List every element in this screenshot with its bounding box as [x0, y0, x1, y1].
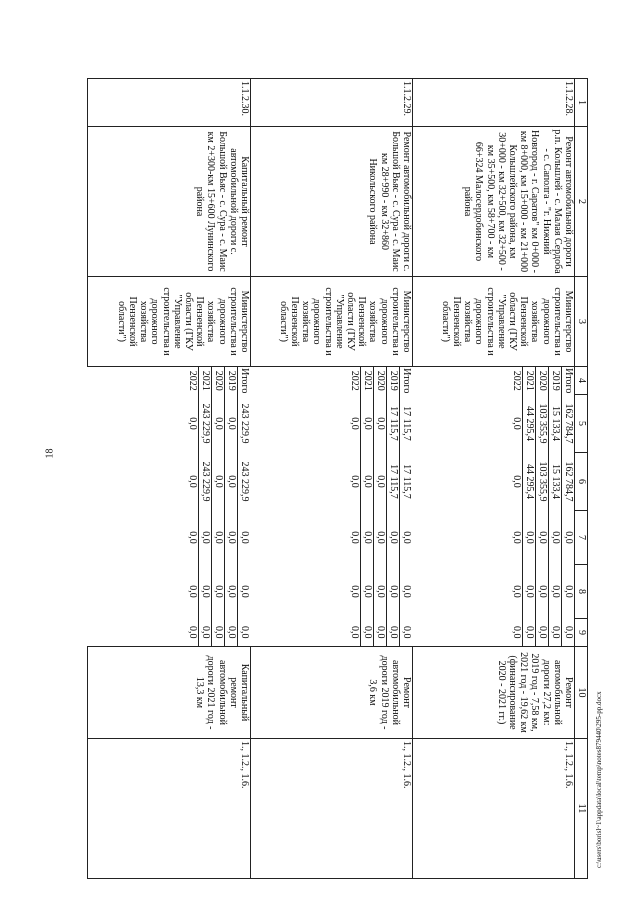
measure-name: Ремонт автомобильной дороги с. Большой Вьяс - с. Сура - с. Маис км 28+990 - км 32+860 Никольского района [251, 127, 413, 277]
amount-cell: 0,0 [212, 395, 225, 453]
year-cell: 2020 [374, 367, 387, 395]
amount-cell: 103 355,9 [536, 395, 549, 453]
year-cell: 2022 [187, 370, 199, 391]
item-number: 1.1.2.30. [88, 79, 251, 127]
col-header: 8 [575, 565, 588, 619]
amount-cell: 17 115,7 [400, 453, 413, 511]
amount-column-c6 [251, 453, 413, 511]
amount-cell: 0,0 [361, 565, 374, 619]
col-header: 2 [575, 127, 588, 277]
amount-cell: 0,0 [225, 395, 238, 453]
amount-cell: 162 784,7 [562, 395, 575, 453]
amount-cell: 0,0 [374, 565, 387, 619]
amount-column-c7 [251, 511, 413, 565]
amount-cell: 0,0 [511, 585, 522, 598]
amount-cell: 0,0 [349, 531, 361, 544]
year-cell: 2022 [511, 370, 522, 391]
amount-cell: 0,0 [523, 565, 536, 619]
amount-cell: 0,0 [523, 511, 536, 565]
year-cell: 2022 [349, 370, 361, 391]
amount-cell: 0,0 [511, 475, 522, 488]
amount-cell: 0,0 [238, 565, 251, 619]
amount-cell: 0,0 [187, 475, 199, 488]
amount-cell: 0,0 [511, 626, 522, 639]
file-path-footer: c:\users\borisl~1\appdata\local\temp\notes879440\295-pp.docx [595, 691, 603, 868]
amount-column-c8 [251, 565, 413, 619]
table-row [88, 79, 251, 879]
year-cell: 2021 [361, 367, 374, 395]
year-column [88, 367, 251, 395]
target-indicator-ref: 1., 1.2., 1.6. [88, 739, 251, 879]
measure-name: Капитальный ремонт автомобильной дороги с. Большой Вьяс - с. Сура - с. Маис км 2+300-км 15+600 Лунинского района [88, 127, 251, 277]
amount-cell: 0,0 [225, 511, 238, 565]
amount-cell: 0,0 [361, 395, 374, 453]
amount-cell: 0,0 [187, 626, 199, 639]
target-indicator-ref: 1., 1.2., 1.6. [251, 739, 413, 879]
amount-cell: 44 295,4 [523, 453, 536, 511]
amount-cell: 0,0 [387, 565, 400, 619]
amount-cell: 0,0 [361, 453, 374, 511]
amount-cell: 243 229,9 [238, 453, 251, 511]
amount-cell: 0,0 [387, 511, 400, 565]
amount-cell: 0,0 [400, 511, 413, 565]
amount-column-c7 [88, 511, 251, 565]
year-cell: 2019 [225, 367, 238, 395]
amount-cell: 0,0 [536, 511, 549, 565]
amount-cell: 0,0 [562, 565, 575, 619]
amount-cell: 0,0 [400, 619, 413, 647]
item-number: 1.1.2.29. [251, 79, 413, 127]
year-cell: Итого [401, 368, 413, 394]
table-row [251, 79, 413, 879]
amount-column-c6 [88, 453, 251, 511]
year-column [413, 367, 575, 395]
amount-cell: 0,0 [225, 453, 238, 511]
amount-cell: 0,0 [212, 619, 225, 647]
year-column [251, 367, 413, 395]
item-number: 1.1.2.28. [413, 79, 575, 127]
expected-result: Ремонт автомобильной дороги 2019 год - 3,6 км [251, 647, 413, 739]
amount-cell: 0,0 [199, 619, 212, 647]
col-header: 6 [575, 453, 588, 511]
amount-cell: 0,0 [562, 511, 575, 565]
amount-cell: 0,0 [187, 417, 199, 430]
amount-cell: 103 355,9 [536, 453, 549, 511]
amount-cell: 0,0 [400, 565, 413, 619]
amount-cell: 0,0 [374, 453, 387, 511]
expected-result: Капитальный ремонт автомобильной дороги 2021 год - 13,3 км [88, 647, 251, 739]
page-number: 18 [44, 448, 56, 459]
amount-cell: 0,0 [349, 626, 361, 639]
amount-cell: 243 229,9 [199, 395, 212, 453]
col-header: 11 [575, 739, 588, 879]
amount-column-c7 [413, 511, 575, 565]
amount-cell: 0,0 [523, 619, 536, 647]
amount-cell: 0,0 [238, 619, 251, 647]
amount-cell: 0,0 [238, 511, 251, 565]
amount-column-c5 [251, 395, 413, 453]
amount-cell: 162 784,7 [562, 453, 575, 511]
amount-cell: 0,0 [349, 417, 361, 430]
year-cell: Итого [563, 368, 574, 394]
amount-cell: 0,0 [536, 565, 549, 619]
amount-cell: 0,0 [349, 475, 361, 488]
amount-cell: 0,0 [199, 565, 212, 619]
amount-cell: 0,0 [199, 511, 212, 565]
year-cell: 2020 [536, 367, 549, 395]
col-header: 10 [575, 647, 588, 739]
table-row [413, 79, 575, 879]
amount-cell: 0,0 [562, 619, 575, 647]
amount-cell: 15 133,4 [549, 453, 562, 511]
amount-cell: 0,0 [361, 619, 374, 647]
amount-column-c8 [88, 565, 251, 619]
amount-column-c9 [413, 619, 575, 647]
amount-cell: 243 229,9 [238, 395, 251, 453]
amount-cell: 243 229,9 [199, 453, 212, 511]
amount-column-c5 [88, 395, 251, 453]
amount-cell: 17 115,7 [387, 453, 400, 511]
year-cell: 2019 [387, 367, 400, 395]
amount-cell: 0,0 [511, 417, 522, 430]
year-cell: Итого [239, 368, 251, 394]
expected-result: Ремонт автомобильной дороги 27,2 км: 2019 год - 7,58 км, 2021 год - 19,62 км (финансирование 2020 - 2021 гг.) [413, 647, 575, 739]
amount-cell: 0,0 [361, 511, 374, 565]
year-cell: 2020 [212, 367, 225, 395]
amount-cell: 0,0 [536, 619, 549, 647]
year-cell: 2019 [549, 367, 562, 395]
amount-column-c5 [413, 395, 575, 453]
amount-cell: 0,0 [187, 531, 199, 544]
amount-cell: 0,0 [187, 585, 199, 598]
amount-cell: 0,0 [374, 395, 387, 453]
amount-cell: 0,0 [374, 511, 387, 565]
executor: Министерство строительства и дорожного хозяйства Пензенской области (ГКУ "Управление строительства и дорожного хозяйства Пензенской области") [251, 277, 413, 367]
amount-column-c9 [88, 619, 251, 647]
target-indicator-ref: 1., 1.2., 1.6. [413, 739, 575, 879]
amount-cell: 17 115,7 [400, 395, 413, 453]
col-header: 7 [575, 511, 588, 565]
col-header: 4 [575, 367, 588, 395]
amount-cell: 0,0 [387, 619, 400, 647]
amount-cell: 0,0 [374, 619, 387, 647]
amount-cell: 0,0 [225, 565, 238, 619]
amount-cell: 0,0 [225, 619, 238, 647]
program-table [87, 78, 588, 879]
measure-name: Ремонт автомобильной дороги р.п. Кольшлей - с. Малая Сердоба - с. Саполга - "г. Нижний Новгород - г. Саратов" км 0+000 - км 8+000, км 15+000 - км 21+000 Кольшлейского района, км 30+000 - км 32+500, км 32+500 - км 35+500, км 58+700 - км 66+324 Малосердобинского района [413, 127, 575, 277]
amount-column-c6 [413, 453, 575, 511]
year-cell: 2021 [523, 367, 536, 395]
amount-cell: 0,0 [549, 511, 562, 565]
amount-cell: 0,0 [212, 565, 225, 619]
amount-cell: 0,0 [212, 511, 225, 565]
amount-cell: 0,0 [511, 531, 522, 544]
amount-cell: 0,0 [549, 619, 562, 647]
amount-cell: 44 295,4 [523, 395, 536, 453]
amount-cell: 15 133,4 [549, 395, 562, 453]
year-cell: 2021 [199, 367, 212, 395]
amount-cell: 0,0 [349, 585, 361, 598]
amount-cell: 0,0 [212, 453, 225, 511]
amount-column-c9 [251, 619, 413, 647]
program-table-sheet [101, 78, 588, 878]
executor: Министерство строительства и дорожного хозяйства Пензенской области (ГКУ "Управление строительства и дорожного хозяйства Пензенской области") [88, 277, 251, 367]
col-header: 1 [575, 79, 588, 127]
amount-cell: 17 115,7 [387, 395, 400, 453]
executor: Министерство строительства и дорожного хозяйства Пензенской области (ГКУ "Управление строительства и дорожного хозяйства Пензенской области") [413, 277, 575, 367]
column-number-row [575, 79, 588, 879]
col-header: 9 [575, 619, 588, 647]
amount-cell: 0,0 [549, 565, 562, 619]
col-header: 5 [575, 395, 588, 453]
amount-column-c8 [413, 565, 575, 619]
col-header: 3 [575, 277, 588, 367]
